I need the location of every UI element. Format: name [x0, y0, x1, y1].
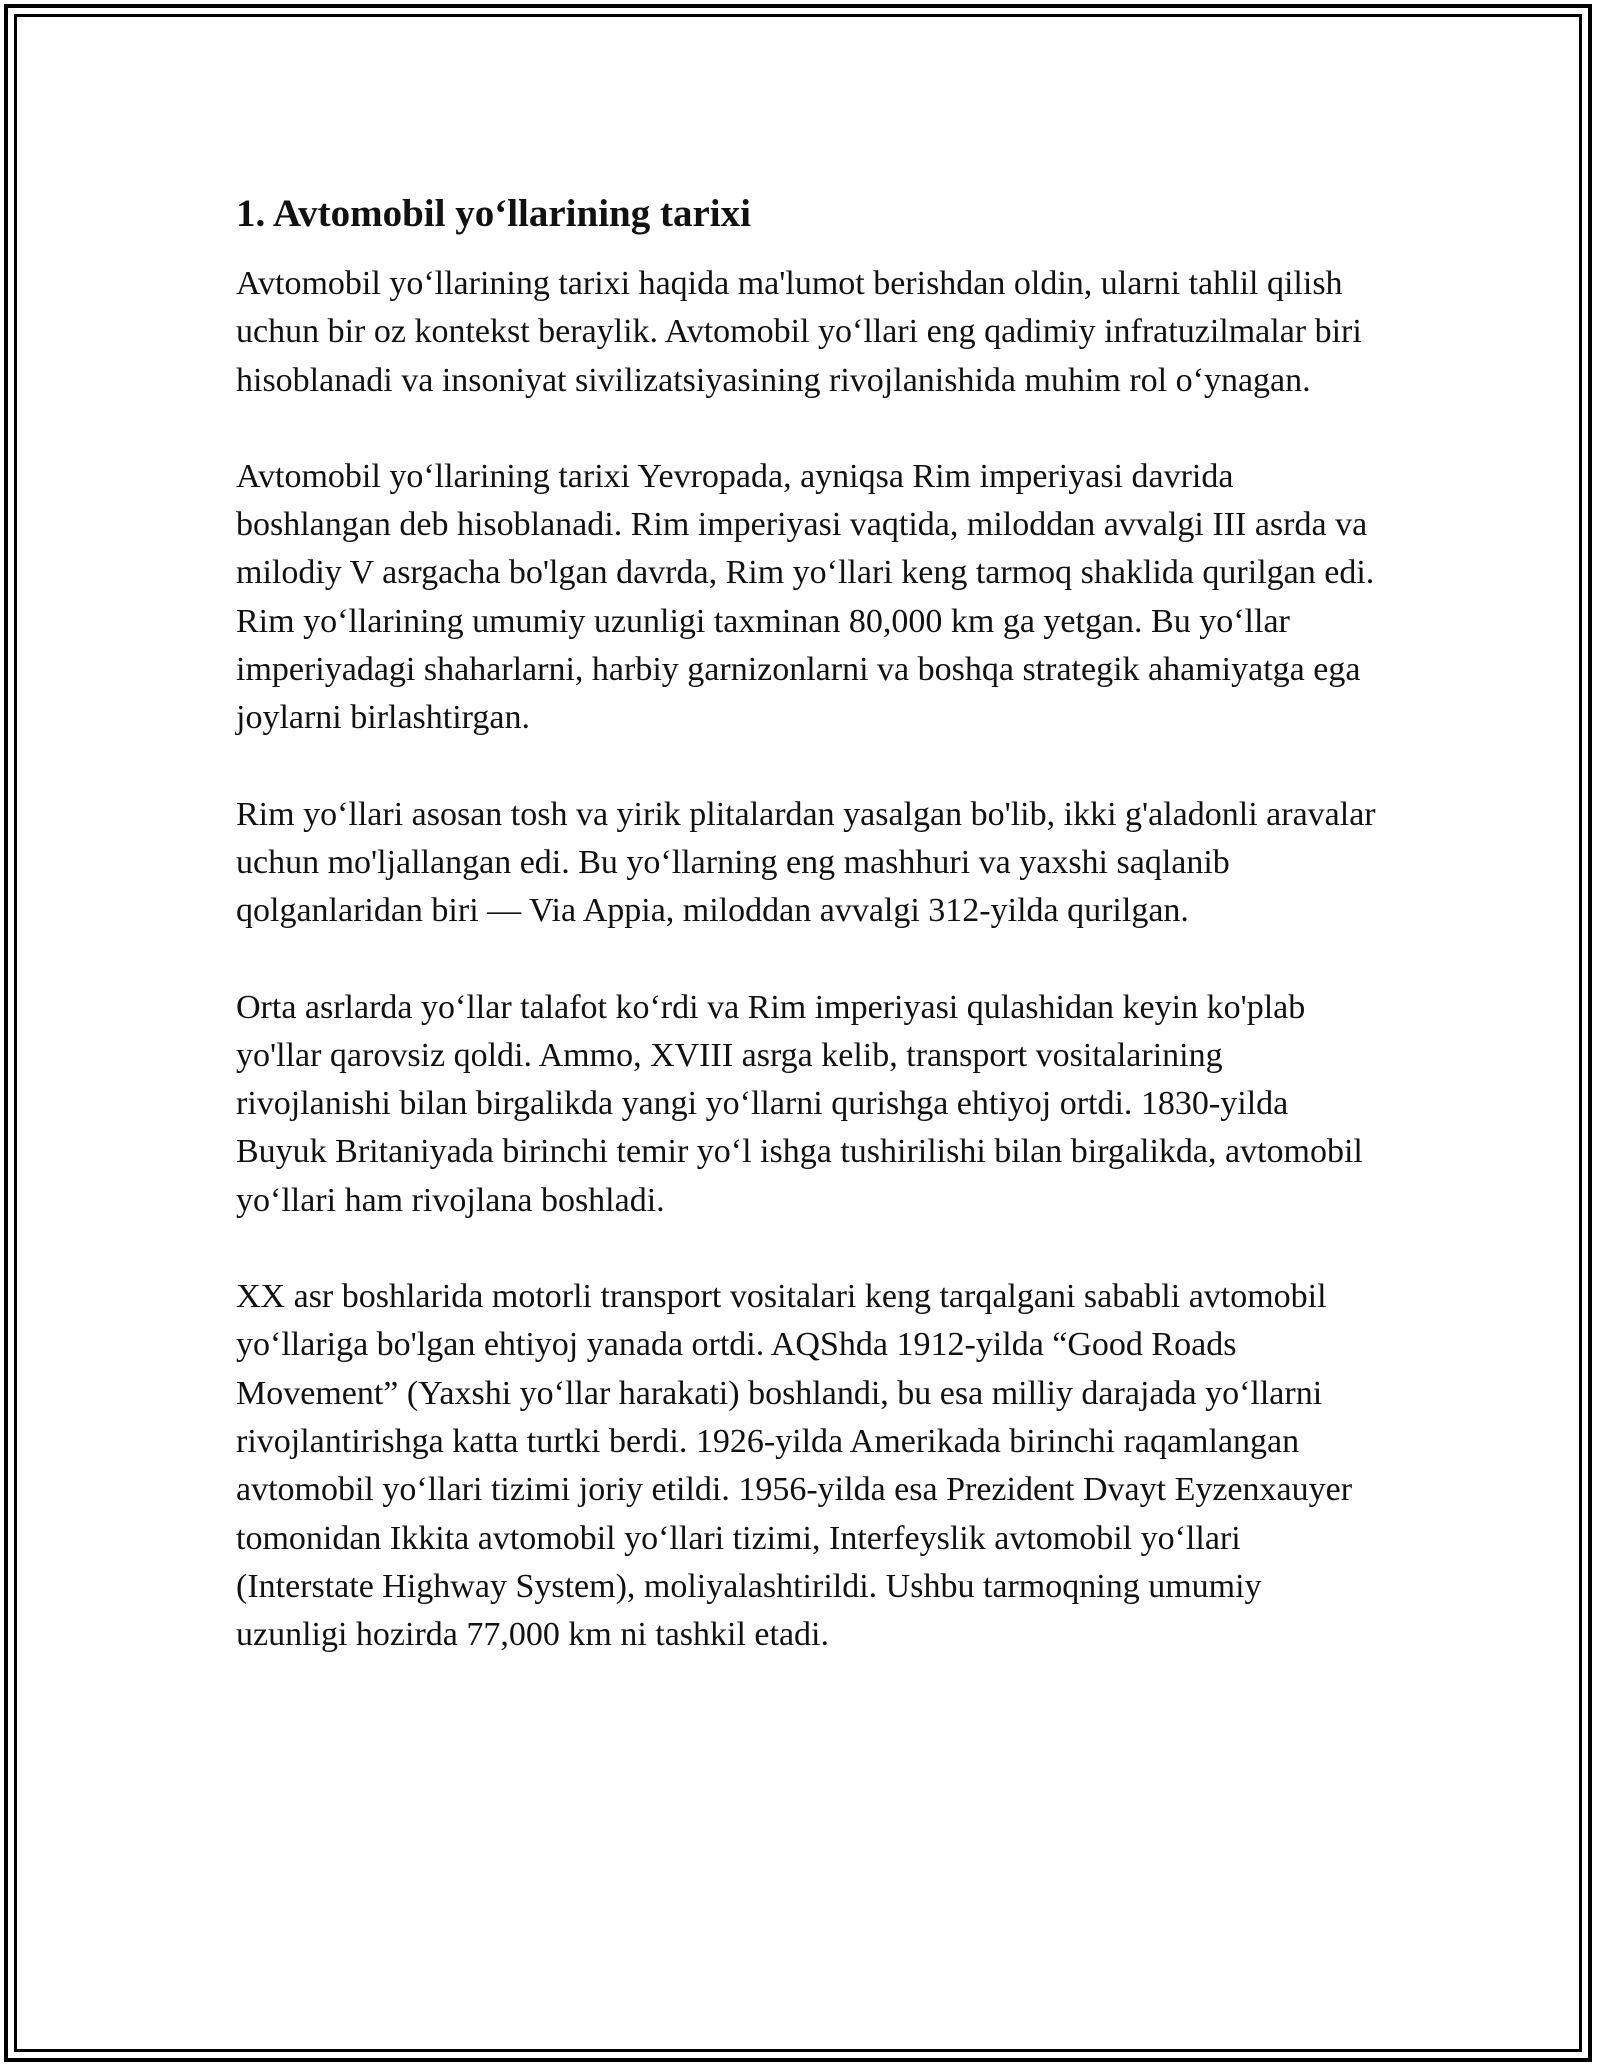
paragraph-twentieth-century: XX asr boshlarida motorli transport vositalari keng tarqalgani sababli avtomobil yo‘llariga bo'lgan ehtiyoj yanada ortdi. AQShda 1912-yilda “Good Roads Movement” (Yaxshi yo‘llar harakati) boshlandi, bu esa milliy darajada yo‘llarni rivojlantirishga katta turtki berdi. 1926-yilda Amerikada birinchi raqamlangan avtomobil yo‘llari tizimi joriy etildi. 1956-yilda esa Prezident Dvayt Eyzenxauyer tomonidan Ikkita avtomobil yo‘llari tizimi, Interfeyslik avtomobil yo‘llari (Interstate Highway System), moliyalashtirildi. Ushbu tarmoqning umumiy uzunligi hozirda 77,000 km ni tashkil etadi.: [236, 1278, 1353, 1654]
section-heading: 1. Avtomobil yo‘llarining tarixi: [236, 192, 751, 235]
paragraph-roman-roads: Avtomobil yo‘llarining tarixi Yevropada, ayniqsa Rim imperiyasi davrida boshlangan deb hisoblanadi. Rim imperiyasi vaqtida, miloddan avvalgi III asrda va milodiy V asrgacha bo'lgan davrda, Rim yo‘llari keng tarmoq shaklida qurilgan edi. Rim yo‘llarining umumiy uzunligi taxminan 80,000 km ga yetgan. Bu yo‘llar imperiyadagi shaharlarni, harbiy garnizonlarni va boshqa strategik ahamiyatga ega joylarni birlashtirgan.: [236, 457, 1375, 737]
document-body: [236, 188, 1376, 1707]
paragraph-via-appia: Rim yo‘llari asosan tosh va yirik plitalardan yasalgan bo'lib, ikki g'aladonli aravalar uchun mo'ljallangan edi. Bu yo‘llarning eng mashhuri va yaxshi saqlanib qolganlaridan biri — Via Appia, miloddan avvalgi 312-yilda qurilgan.: [236, 795, 1376, 930]
paragraph-middle-ages: Orta asrlarda yo‘llar talafot ko‘rdi va Rim imperiyasi qulashidan keyin ko'plab yo'llar qarovsiz qoldi. Ammo, XVIII asrga kelib, transport vositalarining rivojlanishi bilan birgalikda yangi yo‘llarni qurishga ehtiyoj ortdi. 1830-yilda Buyuk Britaniyada birinchi temir yo‘l ishga tushirilishi bilan birgalikda, avtomobil yo‘llari ham rivojlana boshladi.: [236, 988, 1363, 1219]
paragraph-intro: Avtomobil yo‘llarining tarixi haqida ma'lumot berishdan oldin, ularni tahlil qilish uchun bir oz kontekst beraylik. Avtomobil yo‘llari eng qadimiy infratuzilmalar biri hisoblanadi va insoniyat sivilizatsiyasining rivojlanishida muhim rol o‘ynagan.: [236, 265, 1362, 399]
